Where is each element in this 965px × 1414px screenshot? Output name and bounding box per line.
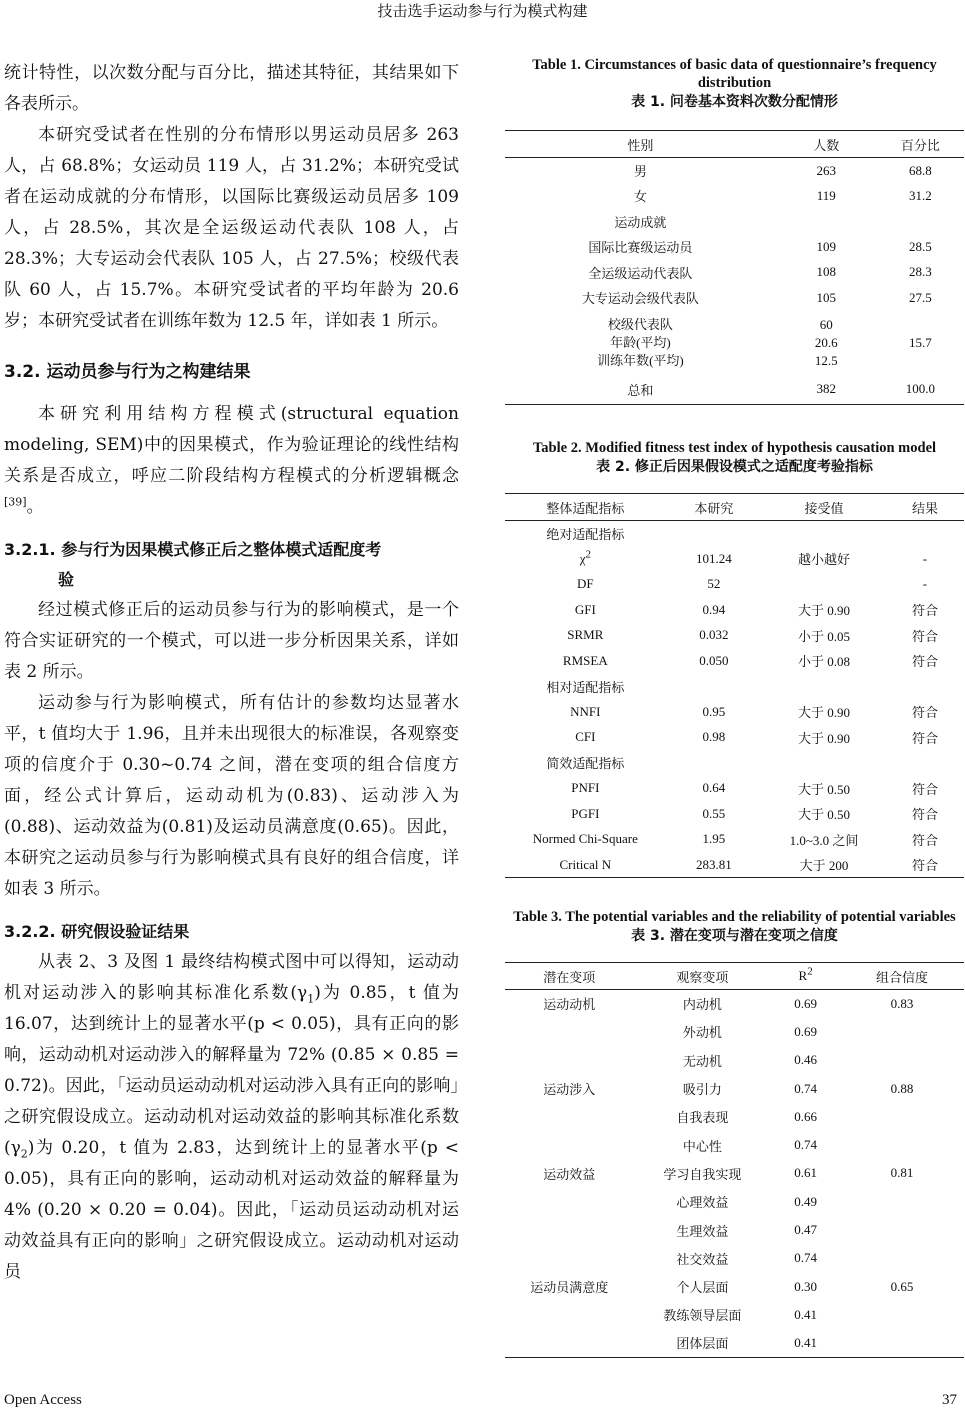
footer-open-access: Open Access xyxy=(4,1392,82,1408)
table-cell: 108 xyxy=(816,264,837,280)
table3-caption-zh: 表 3. 潜在变项与潜在变项之信度 xyxy=(631,928,838,944)
table-row xyxy=(505,311,964,375)
table-cell: NNFI xyxy=(570,703,601,719)
table-cell: 符合 xyxy=(911,705,938,721)
table-cell: 生理效益 xyxy=(676,1223,729,1239)
hyp-text-a: 从表 2、3 及图 1 最终结构模式图中可以得知，运动动机对运动涉入的影响其标准化系数(γ xyxy=(4,952,459,1003)
section-heading-3-2: 3.2. 运动员参与行为之构建结果 xyxy=(4,362,251,382)
table-cell: CFI xyxy=(575,729,596,745)
table-cell: 学习自我实现 xyxy=(663,1166,742,1182)
chi-superscript: 2 xyxy=(585,548,591,561)
table-cell: 0.050 xyxy=(699,652,729,668)
table-cell: 符合 xyxy=(911,832,938,848)
table2-header: 整体适配指标 xyxy=(505,494,666,521)
hyp-text-b: )为 0.85，t 值为 16.07，达到统计上的显著水平(p < 0.05)，具有正向的影响，运动动机对运动涉入的解释量为 72% (0.85 × 0.85 = 0.72)。因此，「运动员运动动机对运动涉入具有正向的影响」之研究假设成立。运动动机对运动效益的影响其标准化系数(γ xyxy=(4,983,460,1158)
table-cell: 大于 0.90 xyxy=(797,705,850,721)
table-row xyxy=(505,285,964,311)
table-cell: 31.2 xyxy=(909,187,932,203)
table-cell: 大于 0.50 xyxy=(797,781,850,797)
table-cell: 0.65 xyxy=(890,1278,914,1294)
table-cell: 自我表现 xyxy=(676,1110,729,1126)
table-cell: 大专运动会级代表队 xyxy=(581,291,699,307)
table-cell xyxy=(505,1301,634,1329)
table-cell: 运动涉入 xyxy=(543,1082,596,1098)
table-cell: - xyxy=(922,576,928,592)
table-cell xyxy=(840,1244,964,1272)
table-cell: 0.41 xyxy=(771,1329,840,1357)
table-row xyxy=(505,1188,964,1216)
table-cell-line: 60 xyxy=(819,316,833,332)
table-cell: 0.49 xyxy=(794,1193,817,1209)
table3-caption-en: Table 3. The potential variables and the reliability of potential variables xyxy=(513,909,956,925)
table-cell: 0.47 xyxy=(794,1222,817,1238)
heading-3-2-1-line1: 3.2.1. 参与行为因果模式修正后之整体模式适配度考 xyxy=(4,540,382,559)
table-row xyxy=(505,1159,964,1187)
table-row xyxy=(505,674,964,700)
table2 xyxy=(505,493,964,878)
table-cell: 社交效益 xyxy=(676,1251,729,1267)
table-cell: 100.0 xyxy=(877,375,964,405)
table-cell: 0.032 xyxy=(699,627,729,643)
table-cell: 运动动机 xyxy=(543,997,596,1013)
table-row xyxy=(505,699,964,725)
table-cell: 外动机 xyxy=(682,1025,722,1041)
table-cell xyxy=(840,1103,964,1131)
table-cell: 0.81 xyxy=(890,1165,914,1181)
table-row xyxy=(505,801,964,827)
paragraph-reliability: 运动参与行为影响模式，所有估计的参数均达显著水平，t 值均大于 1.96，且并未出现很大的标准误，各观察变项的信度介于 0.30~0.74 之间，潜在变项的组合信度方面，经公式计算后，运动动机为(0.83)、运动涉入为(0.88)、运动效益为(0.81)及运动员满意度(0.65)。因此，本研究之运动员参与行为影响模式具有良好的组合信度，详如表 3 所示。 xyxy=(4,693,459,899)
table-cell: 109 xyxy=(816,238,837,254)
table-cell: 0.74 xyxy=(794,1080,817,1096)
table-row xyxy=(505,1244,964,1272)
table-cell: 吸引力 xyxy=(682,1082,722,1098)
table-cell xyxy=(840,1131,964,1159)
table-cell: DF xyxy=(577,576,594,592)
table-cell xyxy=(877,209,964,235)
table-row xyxy=(505,648,964,674)
table-cell: Normed Chi-Square xyxy=(532,831,638,847)
table-cell: 28.5 xyxy=(909,238,932,254)
table-cell-line: 12.5 xyxy=(814,352,838,368)
table-cell: 0.69 xyxy=(794,995,817,1011)
table-cell xyxy=(505,1244,634,1272)
table-cell: 女 xyxy=(633,189,647,205)
table-cell xyxy=(776,209,877,235)
table-row xyxy=(505,209,964,235)
table-cell xyxy=(505,1216,634,1244)
gamma-sub-2: 2 xyxy=(20,1147,28,1161)
page-number: 37 xyxy=(942,1392,957,1408)
table-row xyxy=(505,750,964,776)
table-cell xyxy=(840,1216,964,1244)
table-cell: 大于 0.90 xyxy=(797,730,850,746)
table-cell xyxy=(762,572,886,598)
paragraph-demographics: 本研究受试者在性别的分布情形以男运动员居多 263 人，占 68.8%；女运动员 119 人，占 31.2%；本研究受试者在运动成就的分布情形，以国际比赛级运动员居多 109 人，占 28.5%，其次是全运级运动代表队 108 人，占 28.3%；大专运动会代表队 105 人，占 27.5%；校级代表队 60 人，占 15.7%。本研究受试者的平均年龄为 20.6 岁；本研究受试者在训练年数为 12.5 年，详如表 1 所示。 xyxy=(4,125,459,331)
table-cell: 符合 xyxy=(911,807,938,823)
table-cell: 0.74 xyxy=(794,1250,817,1266)
table-cell xyxy=(505,311,776,375)
table-cell: 大于 0.50 xyxy=(797,807,850,823)
table-row xyxy=(505,1074,964,1102)
table-cell: 0.74 xyxy=(794,1137,817,1153)
table-cell: GFI xyxy=(574,601,596,617)
table-cell-line: 年龄(平均) xyxy=(610,334,671,350)
table1-header: 人数 xyxy=(776,131,877,158)
table-cell: 1.95 xyxy=(702,831,726,847)
table-cell: 心理效益 xyxy=(676,1195,729,1211)
r-symbol: R xyxy=(798,968,808,983)
r-superscript: 2 xyxy=(807,965,813,978)
table-cell: 符合 xyxy=(911,628,938,644)
table1 xyxy=(505,130,964,405)
table-cell: 教练领导层面 xyxy=(663,1308,742,1324)
table-cell-line: 训练年数(平均) xyxy=(597,352,684,368)
table-cell: 符合 xyxy=(911,603,938,619)
table-row xyxy=(505,521,964,547)
table-cell: 105 xyxy=(816,289,837,305)
table1-caption-en: Table 1. Circumstances of basic data of questionnaire’s frequency distribution xyxy=(532,57,937,91)
table2-header: 接受值 xyxy=(762,494,886,521)
table-cell: 283.81 xyxy=(666,852,762,878)
table1-header: 百分比 xyxy=(877,131,964,158)
table-cell: 无动机 xyxy=(682,1053,722,1069)
table-row xyxy=(505,1131,964,1159)
table-cell-line: 20.6 xyxy=(814,334,838,350)
table-cell: 总和 xyxy=(505,375,776,405)
table-cell: 符合 xyxy=(911,654,938,670)
table-cell: 263 xyxy=(816,162,837,178)
table-cell: 国际比赛级运动员 xyxy=(588,240,693,256)
table-row xyxy=(505,1272,964,1300)
table3-header xyxy=(771,963,840,990)
table-cell xyxy=(840,1188,964,1216)
table3 xyxy=(505,962,964,1358)
table-cell: PGFI xyxy=(571,805,600,821)
table-cell: 119 xyxy=(816,187,836,203)
table-row xyxy=(505,183,964,209)
table-cell: 1.0~3.0 之间 xyxy=(789,832,859,848)
table-cell xyxy=(840,1046,964,1074)
table-cell xyxy=(840,1301,964,1329)
table-cell: 101.24 xyxy=(695,550,732,566)
hyp-text-c: )为 0.20，t 值为 2.83，达到统计上的显著水平(p < 0.05)，具有正向的影响，运动动机对运动效益的解释量为 4% (0.20 × 0.20 = 0.04)。因此，「运动员运动动机对运动效益具有正向的影响」之研究假设成立。运动动机对运动员 xyxy=(4,1138,459,1282)
table-row xyxy=(505,827,964,853)
table-row xyxy=(505,1103,964,1131)
table3-header: 潜在变项 xyxy=(505,963,634,990)
table-row xyxy=(505,1046,964,1074)
table-row xyxy=(505,260,964,286)
table-row xyxy=(505,852,964,878)
table-row xyxy=(505,375,964,405)
table-cell: 越小越好 xyxy=(797,552,850,568)
table-cell: 0.30 xyxy=(794,1278,817,1294)
table-row xyxy=(505,1329,964,1357)
table-cell: 团体层面 xyxy=(634,1329,772,1357)
table-cell: 0.55 xyxy=(702,805,726,821)
table-row xyxy=(505,776,964,802)
table-cell: 0.95 xyxy=(702,703,726,719)
left-column xyxy=(4,58,459,1288)
table-cell xyxy=(505,1046,634,1074)
table-cell: 相对适配指标 xyxy=(546,679,625,695)
table-row xyxy=(505,158,964,184)
table2-header: 本研究 xyxy=(666,494,762,521)
table3-header: 组合信度 xyxy=(840,963,964,990)
section-heading-3-2-1 xyxy=(4,535,459,595)
table-cell xyxy=(776,311,877,375)
table3-header: 观察变项 xyxy=(634,963,772,990)
table-cell: 68.8 xyxy=(909,162,932,178)
table-cell: 27.5 xyxy=(909,289,932,305)
table-row xyxy=(505,725,964,751)
table-cell xyxy=(840,1329,964,1357)
table-row xyxy=(505,1301,964,1329)
table-cell: 符合 xyxy=(911,730,938,746)
table-cell: - xyxy=(922,550,928,566)
table-cell: SRMR xyxy=(567,627,604,643)
table-cell: 0.64 xyxy=(702,780,726,796)
table-cell: 大于 200 xyxy=(762,852,886,878)
table-cell: 个人层面 xyxy=(676,1280,729,1296)
table2-caption-en: Table 2. Modified fitness test index of hypothesis causation model xyxy=(532,440,937,456)
table-cell-line: 校级代表队 xyxy=(607,316,673,332)
table-cell: 全运级运动代表队 xyxy=(588,265,693,281)
right-column xyxy=(505,56,964,1358)
table-row xyxy=(505,1018,964,1046)
table-cell xyxy=(505,1131,634,1159)
chi-symbol: χ xyxy=(579,550,586,566)
table-cell xyxy=(505,546,666,572)
table-cell: 运动效益 xyxy=(543,1166,596,1182)
paragraph-model-fit: 经过模式修正后的运动员参与行为的影响模式，是一个符合实证研究的一个模式，可以进一步分析因果关系，详如表 2 所示。 xyxy=(4,600,459,682)
table-cell: RMSEA xyxy=(562,652,608,668)
table-cell: 0.98 xyxy=(702,729,726,745)
citation-ref: [39] xyxy=(4,495,27,509)
table-cell xyxy=(505,1188,634,1216)
table-cell: 符合 xyxy=(911,781,938,797)
table-cell: 小于 0.05 xyxy=(797,628,850,644)
table1-header: 性别 xyxy=(505,131,776,158)
table-cell: 0.66 xyxy=(794,1108,817,1124)
table-cell: 0.61 xyxy=(794,1165,817,1181)
table-cell: 大于 0.90 xyxy=(797,603,850,619)
table1-caption-zh: 表 1. 问卷基本资料次数分配情形 xyxy=(631,94,838,110)
table-row xyxy=(505,546,964,572)
table-cell xyxy=(505,1103,634,1131)
sem-text: 本研究利用结构方程模式(structural equation modeling, SEM)中的因果模式，作为验证理论的线性结构关系是否成立，呼应二阶段结构方程模式的分析逻辑概念 xyxy=(4,404,459,486)
table-cell: 52 xyxy=(707,576,721,592)
table-cell: 运动员满意度 xyxy=(530,1280,609,1296)
table-cell: PNFI xyxy=(571,780,600,796)
table-cell: 28.3 xyxy=(909,264,932,280)
table-row xyxy=(505,597,964,623)
table-row xyxy=(505,1216,964,1244)
paragraph-sem xyxy=(4,399,459,523)
paragraph-intro: 统计特性，以次数分配与百分比，描述其特征，其结果如下各表所示。 xyxy=(4,63,459,114)
table-cell: 0.46 xyxy=(794,1052,817,1068)
running-header: 技击选手运动参与行为模式构建 xyxy=(377,2,588,20)
table-cell xyxy=(505,1018,634,1046)
table-cell: 0.69 xyxy=(794,1023,817,1039)
table-row xyxy=(505,234,964,260)
table-cell: 0.94 xyxy=(702,601,726,617)
table2-caption-zh: 表 2. 修正后因果假设模式之适配度考验指标 xyxy=(596,459,873,475)
table-cell: 0.41 xyxy=(794,1306,817,1322)
paragraph-hypothesis xyxy=(4,947,459,1288)
table-cell: 简效适配指标 xyxy=(546,756,625,772)
table-cell: Critical N xyxy=(505,852,666,878)
section-heading-3-2-2: 3.2.2. 研究假设验证结果 xyxy=(4,922,190,941)
gamma-sub-1: 1 xyxy=(307,992,315,1006)
table-cell xyxy=(505,1329,634,1357)
table-cell: 0.88 xyxy=(890,1080,914,1096)
table2-header: 结果 xyxy=(886,494,964,521)
table-cell: 内动机 xyxy=(682,997,722,1013)
table-cell: 0.83 xyxy=(890,995,914,1011)
table-row xyxy=(505,990,964,1018)
heading-3-2-1-line2: 验 xyxy=(58,570,75,589)
table-cell: 15.7 xyxy=(909,334,932,350)
table-row xyxy=(505,572,964,598)
table-cell: 男 xyxy=(633,164,647,179)
table-cell: 382 xyxy=(776,375,877,405)
table-cell xyxy=(840,1018,964,1046)
table-cell: 绝对适配指标 xyxy=(546,527,625,542)
table3-body xyxy=(505,990,964,1358)
table-cell: 符合 xyxy=(886,852,964,878)
table-row xyxy=(505,623,964,649)
sem-text-end: 。 xyxy=(26,497,44,517)
table-cell: 中心性 xyxy=(682,1138,722,1154)
table-cell: 小于 0.08 xyxy=(797,654,850,670)
table-cell: 运动成就 xyxy=(614,214,667,230)
